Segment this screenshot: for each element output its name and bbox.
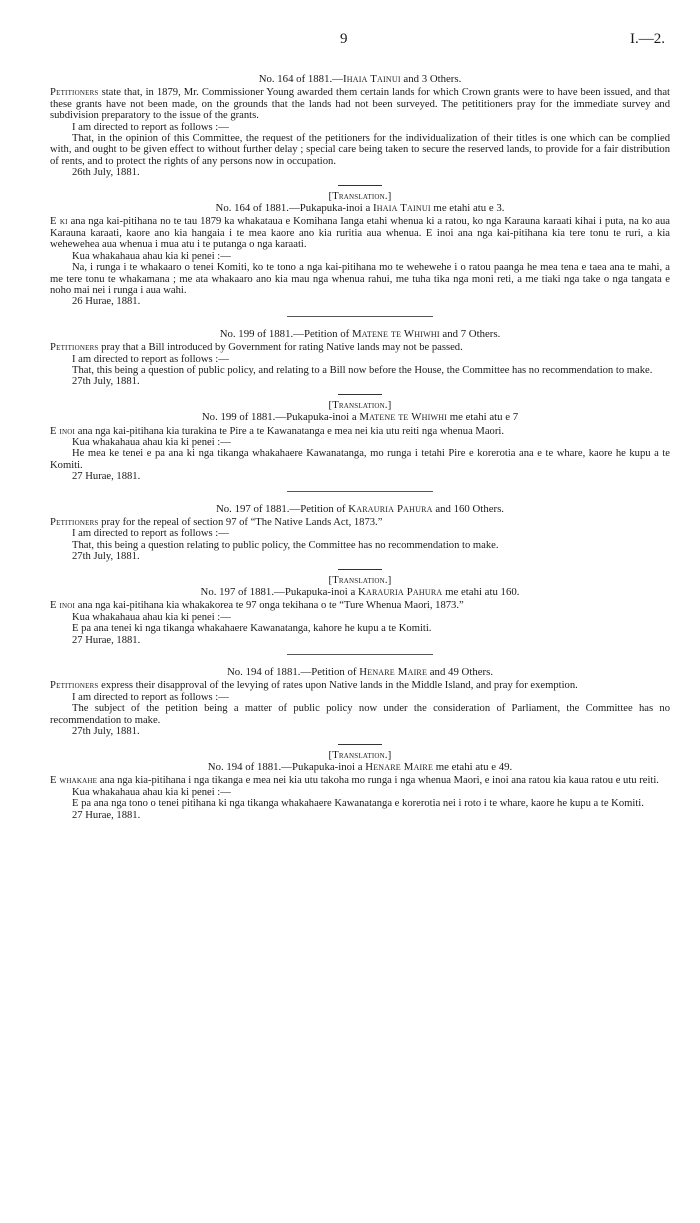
paragraph — [50, 787, 670, 798]
paragraph-text: I am directed to report as follows :— — [72, 528, 229, 540]
lead-word: Petitioners — [50, 517, 99, 528]
paragraph-text: pray for the repeal of section 97 of “The Native Lands Act, 1873.” — [98, 517, 383, 528]
paragraph-text: Kua whakahaua ahau kia ki penei :— — [72, 786, 231, 798]
translation-date: 27 Hurae, 1881. — [72, 471, 141, 483]
paragraph — [50, 365, 670, 376]
paragraph-text: ana nga kai-pitihana kia turakina te Pire a te Kawanatanga e mea nei kia utu reiti nga whenua Maori. — [75, 425, 504, 437]
paragraph-text: That, in the opinion of this Committee, the request of the petitioners for the individualization of their titles is one which can be complied with, and ought to be given effect to without further delay ; special care being taken to secure the reserved lands, to provide for a fair distribution of rents, and to protect the rights of any persons now in occupation. — [50, 133, 670, 167]
translation-date: 26 Hurae, 1881. — [72, 296, 141, 308]
petitioner-name: Henare Maire — [365, 760, 434, 773]
page-content — [50, 74, 670, 821]
report-date: 27th July, 1881. — [72, 376, 140, 388]
section-title — [50, 412, 670, 423]
paragraph — [50, 342, 670, 353]
paragraph-text: I am directed to report as follows :— — [72, 121, 229, 133]
lead-word: Petitioners — [50, 680, 99, 692]
translation-date: 27 Hurae, 1881. — [72, 634, 141, 646]
section-title — [50, 587, 670, 598]
paragraph-text: ana nga kia-pitihana i nga tikanga e mea nei kia utu takoha mo runga i nga whenua Maori, e inoi ana ratou kia kaua ratou e utu reiti. — [97, 775, 659, 787]
divider-short — [338, 394, 382, 395]
petition-section — [50, 329, 670, 492]
report-date: 27th July, 1881. — [72, 551, 140, 563]
paragraph-text: Kua whakahaua ahau kia ki penei :— — [72, 436, 231, 448]
divider-short — [338, 185, 382, 186]
translation-label: [Translation.] — [328, 749, 392, 761]
section-title — [50, 329, 670, 340]
title-suffix: me etahi atu e 3. — [430, 202, 505, 215]
paragraph-text: The subject of the petition being a matter of public policy now under the consideration of Parliament, the Committee has no recommendation to make. — [50, 703, 670, 726]
title-prefix: No. 199 of 1881.—Pukapuka-inoi a — [201, 411, 360, 424]
petition-section — [50, 74, 670, 317]
title-prefix: No. 194 of 1881.—Petition of — [226, 666, 360, 679]
divider-long — [287, 316, 433, 317]
title-prefix: No. 197 of 1881.—Petition of — [215, 502, 349, 515]
section-title — [50, 667, 670, 678]
paragraph-text: He mea ke tenei e pa ana ki nga tikanga whakahaere Kawanatanga, mo runga i tetahi Pire e korerotia ana e te whare, kaore he kupu a te Komiti. — [50, 448, 670, 471]
page-reference: I.—2. — [630, 31, 665, 47]
paragraph-text: Kua whakahaua ahau kia ki penei :— — [72, 250, 231, 262]
paragraph — [50, 680, 670, 691]
divider-long — [287, 491, 433, 492]
title-prefix: No. 164 of 1881.— — [258, 73, 343, 85]
paragraph — [50, 528, 670, 539]
petitioner-name: Karauria Pahura — [357, 586, 443, 599]
title-suffix: me etahi atu e 7 — [447, 411, 519, 424]
report-date: 26th July, 1881. — [72, 167, 140, 179]
paragraph-text: That, this being a question of public policy, and relating to a Bill now before the House, the Committee has no recommendation to make. — [72, 364, 653, 376]
paragraph — [50, 798, 670, 809]
divider-short — [338, 569, 382, 570]
paragraph-text: express their disapproval of the levying of rates upon Native lands in the Middle Island, and pray for exemption. — [98, 680, 578, 692]
paragraph — [50, 251, 670, 262]
divider-short — [338, 744, 382, 745]
paragraph — [50, 517, 670, 528]
paragraph-text: ana nga kai-pitihana no te tau 1879 ka whakataua e Komihana Ianga etahi whenua ki a ratou, ko nga Karauna karaati kihai i puta, na ko aua Karauna karaati, kaore ano kia hangaia i te mea kaore ano kia ruritia aua whenua. E inoi ana nga kai-pitihana kia tere tonu te ruri, a kia wehewehea aua whenua i mua atu i te putanga o nga karaati. — [50, 216, 670, 251]
title-prefix: No. 197 of 1881.—Pukapuka-inoi a — [200, 586, 358, 599]
lead-word: E ki — [50, 216, 68, 228]
petition-section — [50, 667, 670, 821]
petitioner-name: Matene te Whiwhi — [359, 411, 448, 424]
paragraph-text: E pa ana tenei ki nga tikanga whakahaere Kawanatanga, kahore he kupu a te Komiti. — [72, 623, 432, 635]
section-title — [50, 504, 670, 515]
translation-label: [Translation.] — [328, 190, 392, 202]
report-date: 27th July, 1881. — [72, 726, 140, 738]
petitioner-name: Karauria Pahura — [348, 502, 433, 515]
title-suffix: me etahi atu 160. — [442, 586, 520, 599]
lead-word: E inoi — [50, 425, 76, 437]
paragraph-text: Na, i runga i te whakaaro o tenei Komiti, ko te tono a nga kai-pitihana mo te wehewehe i o ratou paanga he mea tena e taea ana te mahi, a me tere tonu te whakamana ; me ata whakaaro ano kia mau nga whenua rahui, me tuha tika nga moni reti, a me tiaki nga take o nga tangata e noho mai nei i runga i aua wahi. — [50, 262, 670, 296]
title-suffix: and 7 Others. — [439, 327, 501, 340]
paragraph — [50, 600, 670, 611]
paragraph — [50, 216, 670, 250]
section-title — [50, 74, 670, 85]
paragraph — [50, 262, 670, 296]
paragraph-text: That, this being a question relating to public policy, the Committee has no recommendation to make. — [72, 539, 499, 551]
paragraph — [50, 612, 670, 623]
title-prefix: No. 194 of 1881.—Pukapuka-inoi a — [207, 760, 366, 773]
paragraph — [50, 692, 670, 703]
paragraph — [50, 703, 670, 726]
title-suffix: and 49 Others. — [427, 666, 494, 679]
section-title — [50, 762, 670, 773]
paragraph — [50, 426, 670, 437]
paragraph-text: state that, in 1879, Mr. Commissioner Young awarded them certain lands for which Crown grants were to have been issued, and that these grants have not been made, on the grounds that the lands had not been surveyed. The petititioners pray for the immediate survey and subdivision preparatory to the issue of the grants. — [50, 87, 670, 122]
paragraph-text: I am directed to report as follows :— — [72, 353, 229, 365]
paragraph — [50, 122, 670, 133]
paragraph — [50, 540, 670, 551]
title-prefix: No. 199 of 1881.—Petition of — [219, 327, 352, 340]
lead-word: Petitioners — [50, 342, 99, 354]
paragraph — [50, 133, 670, 167]
paragraph-text: Kua whakahaua ahau kia ki penei :— — [72, 611, 231, 623]
title-prefix: No. 164 of 1881.—Pukapuka-inoi a — [215, 202, 373, 215]
title-suffix: and 160 Others. — [432, 502, 505, 515]
paragraph-text: E pa ana nga tono o tenei pitihana ki nga tikanga whakahaere Kawanatanga e korerotia nei i roto i te whare, kaore he kupu a te Komiti. — [72, 798, 644, 810]
paragraph-text: pray that a Bill introduced by Government for rating Native lands may not be passed. — [98, 342, 463, 354]
paragraph — [50, 623, 670, 634]
translation-label: [Translation.] — [328, 574, 392, 586]
petitioner-name: Ihaia Tainui — [342, 73, 401, 85]
petitioner-name: Matene te Whiwhi — [351, 327, 440, 340]
lead-word: E whakahe — [50, 775, 98, 787]
paragraph-text: ana nga kai-pitihana kia whakakorea te 97 onga tekihana o te “Ture Whenua Maori, 1873.” — [75, 600, 464, 612]
translation-date: 27 Hurae, 1881. — [72, 809, 141, 821]
page-header — [50, 31, 670, 74]
section-title — [50, 203, 670, 214]
paragraph — [50, 775, 670, 786]
title-suffix: and 3 Others. — [400, 73, 462, 85]
page-number: 9 — [340, 31, 348, 47]
paragraph — [50, 437, 670, 448]
paragraph — [50, 87, 670, 121]
title-suffix: me etahi atu e 49. — [433, 760, 513, 773]
petitioner-name: Henare Maire — [359, 666, 428, 679]
paragraph — [50, 448, 670, 471]
divider-long — [287, 654, 433, 655]
paragraph — [50, 354, 670, 365]
translation-label: [Translation.] — [328, 399, 392, 411]
paragraph-text: I am directed to report as follows :— — [72, 691, 229, 703]
petition-section — [50, 504, 670, 655]
petitioner-name: Ihaia Tainui — [372, 202, 431, 215]
lead-word: E inoi — [50, 600, 76, 612]
lead-word: Petitioners — [50, 87, 99, 99]
